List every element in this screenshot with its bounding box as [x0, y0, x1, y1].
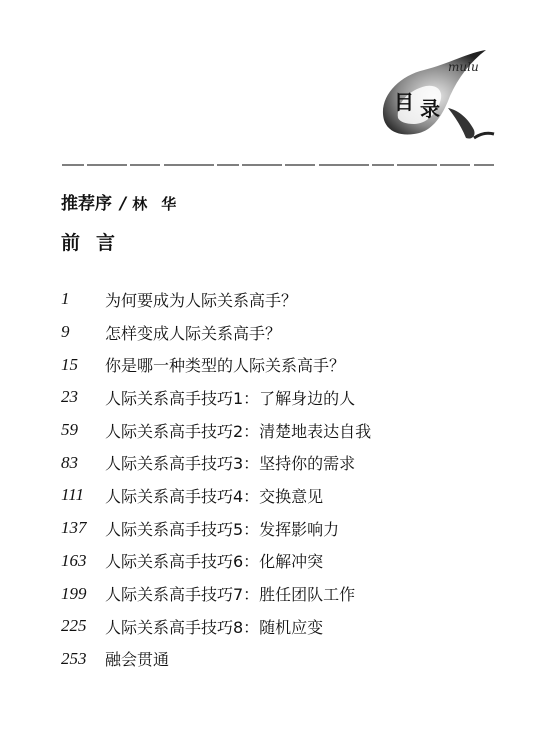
- toc-entry[interactable]: [61, 643, 371, 676]
- preface-author: 林华: [132, 195, 191, 213]
- toc-page-number: 253: [61, 648, 87, 668]
- logo-romanization: mulu: [448, 60, 479, 74]
- toc-page-number: 1: [61, 289, 70, 309]
- preface-label: 推荐序: [61, 194, 112, 214]
- toc-title: 人际关系高手技巧5：发挥影响力: [105, 519, 340, 539]
- toc-title: 人际关系高手技巧4：交换意见: [105, 486, 324, 506]
- toc-title: 怎样变成人际关系高手？: [105, 323, 282, 343]
- toc-entry[interactable]: [61, 446, 371, 479]
- toc-entry[interactable]: [61, 348, 371, 381]
- foreword-entry[interactable]: [61, 228, 131, 255]
- toc-page-number: 23: [61, 387, 78, 407]
- toc-page-number: 9: [61, 322, 70, 342]
- toc-title: 人际关系高手技巧6：化解冲突: [105, 552, 324, 572]
- logo-char-mu: 目: [394, 90, 414, 114]
- toc-page-number: 15: [61, 354, 78, 374]
- toc-entry[interactable]: [61, 512, 371, 545]
- toc-page-number: 83: [61, 452, 78, 472]
- toc-entry[interactable]: [61, 610, 371, 643]
- toc-page-number: 199: [61, 583, 87, 603]
- toc-page-number: 163: [61, 550, 87, 570]
- toc-title: 人际关系高手技巧8：随机应变: [105, 617, 324, 637]
- toc-page-number: 225: [61, 616, 87, 636]
- preface-entry[interactable]: [61, 189, 190, 214]
- logo-char-lu: 录: [420, 97, 440, 121]
- toc-entry[interactable]: [61, 381, 371, 414]
- toc-title: 人际关系高手技巧2：清楚地表达自我: [105, 421, 372, 441]
- toc-entry[interactable]: [61, 316, 371, 349]
- toc-page-number: 137: [61, 518, 87, 538]
- toc-title: 融会贯通: [105, 650, 170, 670]
- toc-title: 人际关系高手技巧7：胜任团队工作: [105, 585, 356, 605]
- table-of-contents: [61, 283, 371, 675]
- toc-entry[interactable]: [61, 545, 371, 578]
- toc-entry[interactable]: [61, 283, 371, 316]
- toc-entry[interactable]: [61, 577, 371, 610]
- toc-title: 人际关系高手技巧1：了解身边的人: [105, 388, 356, 408]
- toc-page-number: 59: [61, 420, 78, 440]
- preface-slash: /: [120, 194, 127, 214]
- contents-logo: [378, 48, 498, 144]
- toc-title: 为何要成为人际关系高手？: [105, 290, 298, 310]
- header-rule: [62, 164, 494, 166]
- toc-entry[interactable]: [61, 479, 371, 512]
- toc-title: 人际关系高手技巧3：坚持你的需求: [105, 454, 356, 474]
- toc-page-number: 111: [61, 485, 84, 505]
- toc-entry[interactable]: [61, 414, 371, 447]
- toc-title: 你是哪一种类型的人际关系高手？: [105, 356, 346, 376]
- foreword-label: 前言: [61, 232, 132, 254]
